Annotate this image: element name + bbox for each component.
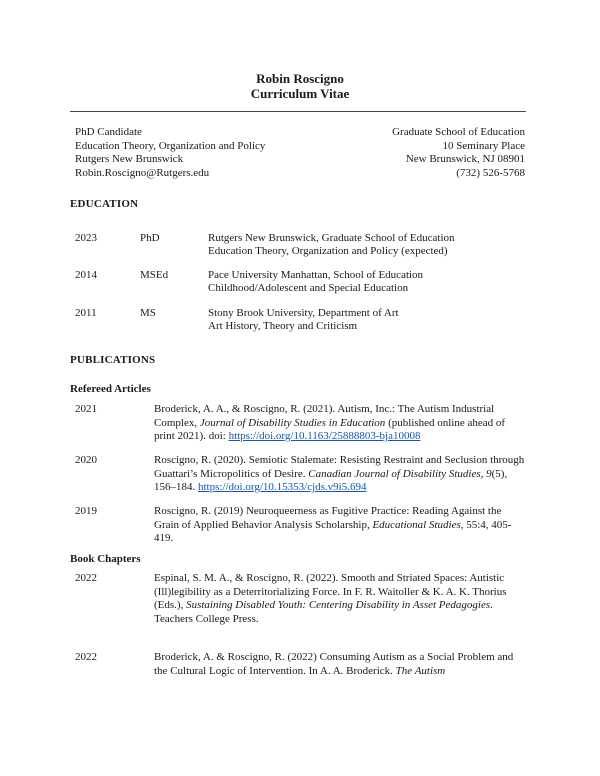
doi-link[interactable]: https://doi.org/10.15353/cjds.v9i5.694 — [198, 481, 367, 493]
book-chapters-heading: Book Chapters — [70, 553, 141, 565]
citation-book-title: Sustaining Disabled Youth: Centering Disability in Asset Pedagogies — [186, 599, 491, 611]
contact-school: Graduate School of Education — [392, 126, 525, 138]
education-field: Childhood/Adolescent and Special Education — [208, 282, 409, 294]
education-institution: Rutgers New Brunswick, Graduate School of Education — [208, 232, 455, 244]
contact-city: New Brunswick, NJ 08901 — [405, 153, 525, 165]
cv-doc-title: Curriculum Vitae — [250, 86, 350, 101]
contact-university: Rutgers New Brunswick — [75, 153, 184, 165]
citation-authors-title: Broderick, A. & Roscigno, R. (2022) Consuming Autism as a Social Problem and the Cultural Logic of Intervention. In A. A. Broderick. — [154, 651, 514, 677]
citation-details: (published online ahead of print 2021). doi: — [154, 416, 506, 442]
chapter-citation — [154, 572, 526, 626]
citation-book-title: The Autism — [395, 664, 446, 677]
education-institution: Stony Brook University, Department of Art — [208, 307, 399, 319]
doi-link[interactable]: https://doi.org/10.1163/25888803-bja10008 — [228, 430, 421, 442]
citation-journal: Journal of Disability Studies in Education — [199, 416, 386, 429]
article-year: 2020 — [75, 454, 97, 466]
citation-details: , 55:4, 405-419. — [154, 518, 512, 544]
article-year: 2019 — [75, 505, 97, 517]
education-field: Education Theory, Organization and Policy (expected) — [208, 245, 448, 257]
publications-heading: PUBLICATIONS — [70, 354, 156, 366]
chapter-citation — [154, 651, 526, 678]
citation-authors-title: Roscigno, R. (2020). Semiotic Stalemate: Resisting Restraint and Seclusion through Guattari’s Micropolitics of Desire. — [154, 454, 525, 480]
article-citation — [154, 403, 526, 444]
education-year: 2014 — [75, 269, 97, 281]
contact-phone: (732) 526-5768 — [456, 166, 525, 179]
citation-authors-title: Espinal, S. M. A., & Roscigno, R. (2022). Smooth and Striated Spaces: Autistic (Ill)legibility as a Deterritorializing Force. In F. R. Waitoller & K. A. K. Thorius (Eds.), — [154, 572, 507, 611]
article-citation — [154, 505, 526, 546]
header-divider — [70, 111, 526, 112]
article-year: 2021 — [75, 403, 97, 415]
contact-left-block — [75, 126, 265, 180]
contact-email: Robin.Roscigno@Rutgers.edu — [75, 166, 210, 179]
education-degree: MSEd — [140, 269, 169, 281]
contact-street: 10 Seminary Place — [442, 139, 525, 152]
article-citation — [154, 454, 526, 495]
cv-name: Robin Roscigno — [256, 71, 344, 86]
citation-publisher: . Teachers College Press. — [154, 599, 493, 625]
citation-authors-title: Broderick, A. A., & Roscigno, R. (2021). Autism, Inc.: The Autism Industrial Complex, — [154, 403, 495, 429]
citation-authors-title: Roscigno, R. (2019) Neuroqueerness as Fugitive Practice: Reading Against the Grain of Applied Behavior Analysis Scholarship, — [154, 505, 502, 531]
chapter-year: 2022 — [75, 572, 97, 584]
education-year: 2023 — [75, 232, 97, 244]
education-degree: MS — [140, 307, 156, 319]
citation-journal: Educational Studies — [372, 518, 461, 531]
education-institution: Pace University Manhattan, School of Education — [208, 269, 424, 281]
education-heading: EDUCATION — [70, 198, 139, 210]
education-degree: PhD — [140, 232, 160, 244]
citation-volume: 9 — [486, 467, 492, 480]
contact-program: Education Theory, Organization and Policy — [75, 139, 266, 152]
education-year: 2011 — [75, 307, 97, 319]
chapter-year: 2022 — [75, 651, 97, 663]
refereed-articles-heading: Refereed Articles — [70, 383, 151, 395]
citation-pages: (5), 156–184. — [154, 467, 508, 493]
contact-right-block — [392, 126, 525, 180]
citation-journal: Canadian Journal of Disability Studies — [308, 467, 481, 480]
contact-position: PhD Candidate — [75, 126, 142, 138]
citation-details: , — [480, 467, 487, 480]
education-field: Art History, Theory and Criticism — [208, 320, 358, 332]
